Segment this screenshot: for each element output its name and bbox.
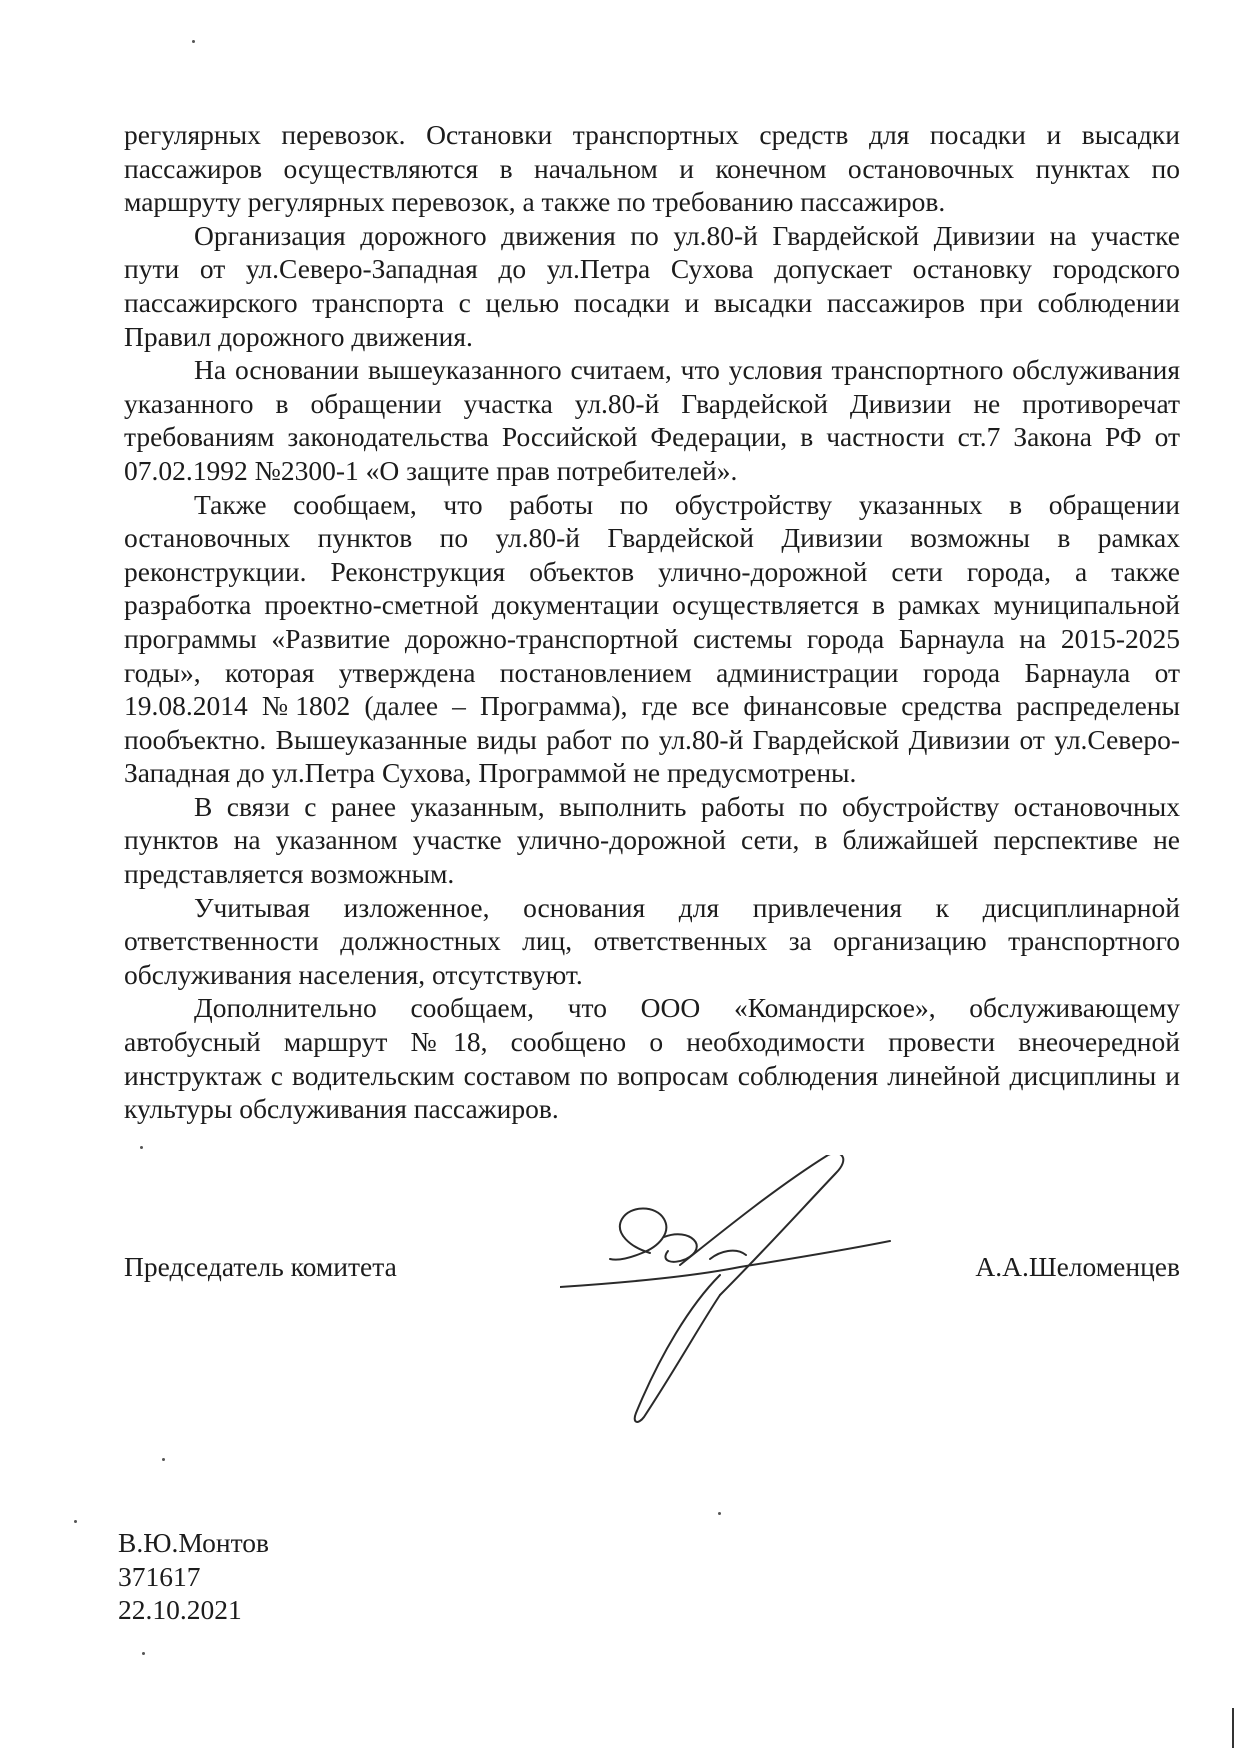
document-date: 22.10.2021 [118,1594,242,1626]
paragraph-reconstruction: Также сообщаем, что работы по обустройству указанных в обращении остановочных пунктов по ул.80-й Гвардейской Дивизии возможны в рамках реконструкции. Реконструкция объектов улично-дорожной сети города, а также разработка проектно-сметной документации осуществляется в рамках муниципальной программы «Развитие дорожно-транспортной системы города Барнаула на 2015-2025 годы», которая утверждена постановлением администрации города Барнаула от 19.08.2014 №1802 (далее – Программа), где все финансовые средства распределены пообъектно. Вышеуказанные виды работ по ул.80-й Гвардейской Дивизии от ул.Северо-Западная до ул.Петра Сухова, Программой не предусмотрены. [124,488,1180,789]
executor-block [118,1526,269,1627]
paragraph-traffic-organization: Организация дорожного движения по ул.80-й Гвардейской Дивизии на участке пути от ул.Северо-Западная до ул.Петра Сухова допускает остановку городского пассажирского транспорта с целью посадки и высадки пассажиров при соблюдении Правил дорожного движения. [124,219,1180,352]
scan-speck [192,40,195,43]
signatory-name: А.А.Шеломенцев [975,1251,1180,1282]
scan-edge-mark [1232,1708,1234,1748]
signatory-position: Председатель комитета [124,1251,397,1282]
paragraph-additional: Дополнительно сообщаем, что ООО «Командирское», обслуживающему автобусный маршрут №18, сообщено о необходимости провести внеочередной инструктаж с водительским составом по вопросам соблюдения линейной дисциплины и культуры обслуживания пассажиров. [124,992,1180,1125]
handwritten-signature [560,1155,900,1425]
scan-speck [718,1512,721,1515]
executor-phone: 371617 [118,1560,201,1592]
paragraph-continuation: регулярных перевозок. Остановки транспортных средств для посадки и высадки пассажиров осуществляются в начальном и конечном остановочных пунктах по маршруту регулярных перевозок, а также по требованию пассажиров. [124,119,1180,218]
scan-speck [162,1458,165,1461]
paragraph-not-possible: В связи с ранее указанным, выполнить работы по обустройству остановочных пунктов на указанном участке улично-дорожной сети, в ближайшей перспективе не представляется возможным. [124,790,1180,890]
scan-speck [74,1520,77,1523]
executor-name: В.Ю.Монтов [118,1527,269,1558]
scan-speck [140,1146,143,1149]
letter-body [124,118,1180,1126]
paragraph-conclusion-law: На основании вышеуказанного считаем, что условия транспортного обслуживания указанного в обращении участка ул.80-й Гвардейской Дивизии не противоречат требованиям законодательства Российской Федерации, в частности ст.7 Закона РФ от 07.02.1992 №2300-1 «О защите прав потребителей». [124,354,1180,486]
paragraph-no-grounds: Учитывая изложенное, основания для привлечения к дисциплинарной ответственности должностных лиц, ответственных за организацию транспортного обслуживания населения, отсутствуют. [124,891,1180,990]
scan-speck [142,1652,145,1655]
